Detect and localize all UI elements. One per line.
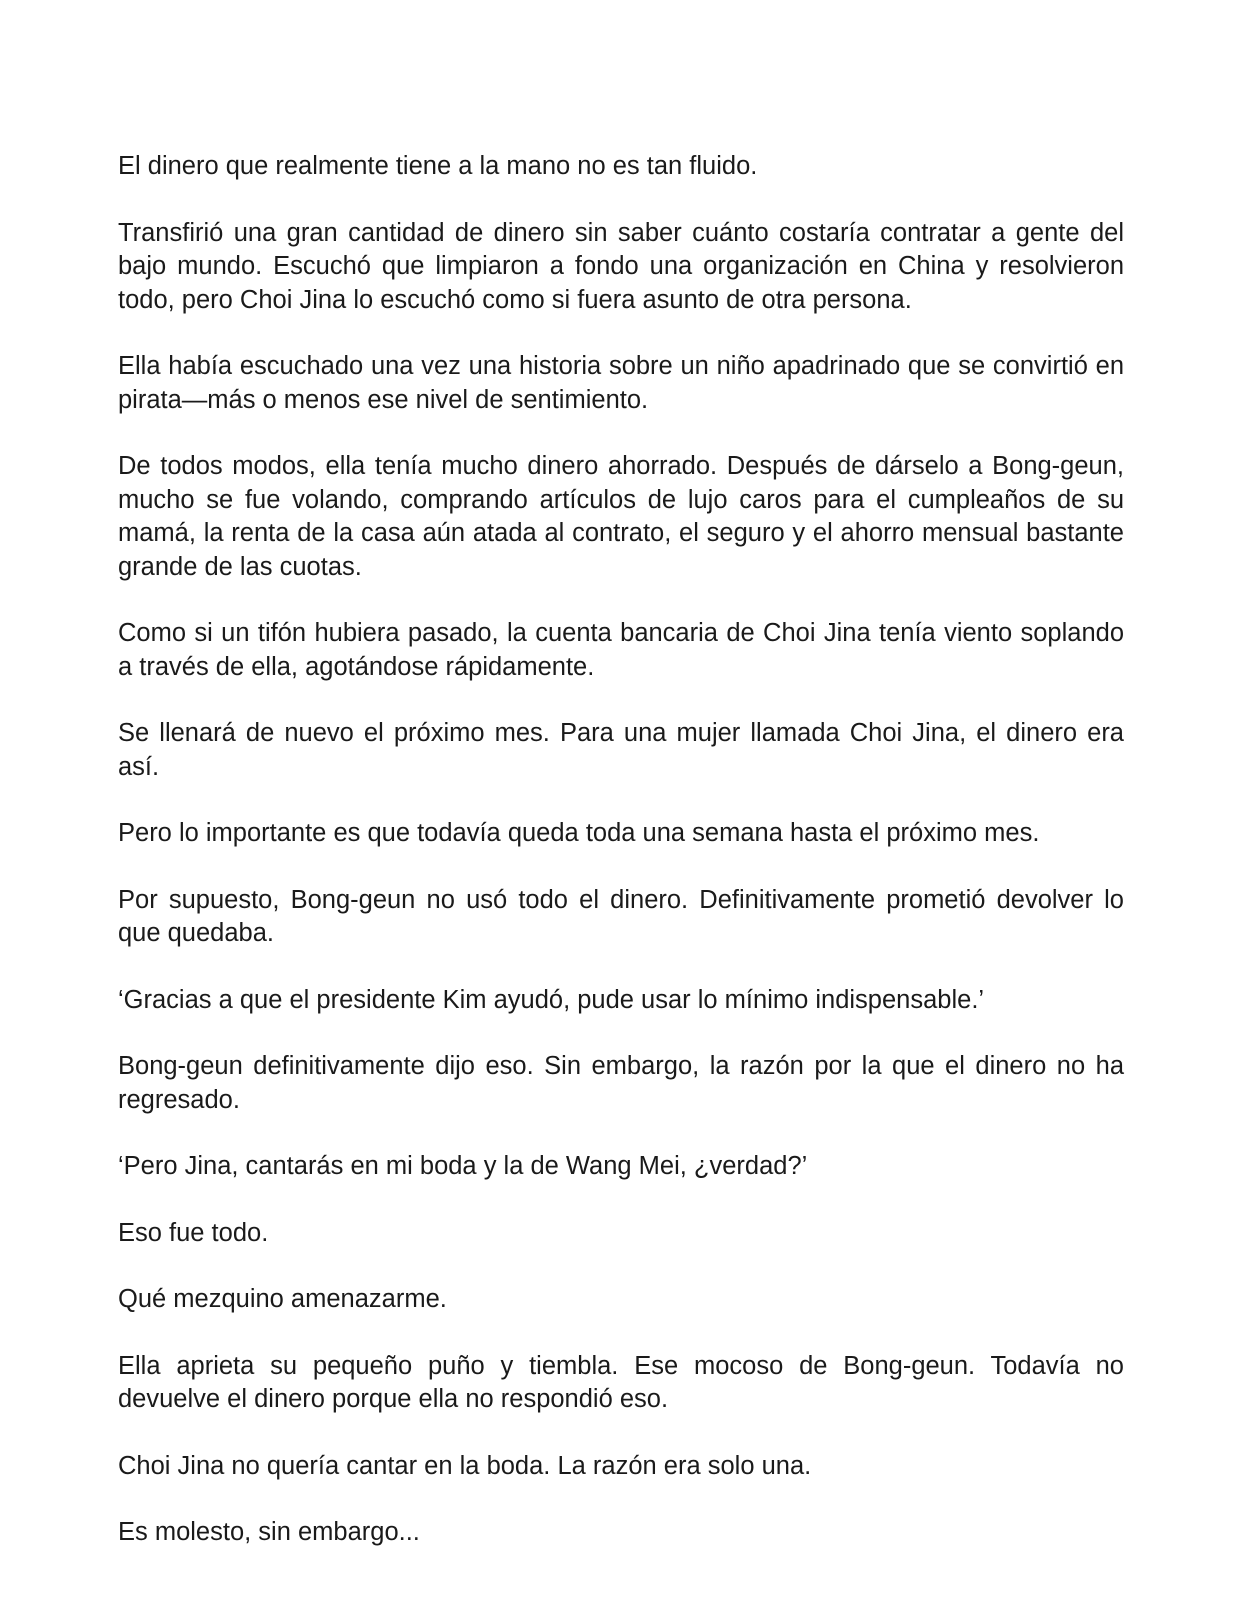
document-body [118, 150, 1124, 1583]
paragraph: ‘Pero Jina, cantarás en mi boda y la de Wang Mei, ¿verdad?’ [118, 1152, 808, 1180]
paragraph: Qué mezquino amenazarme. [118, 1285, 447, 1313]
paragraph: Transfirió una gran cantidad de dinero sin saber cuánto costaría contratar a gente del bajo mundo. Escuchó que limpiaron a fondo una organización en China y resolvieron todo, pero Choi Jina lo escuchó como si fuera asunto de otra persona. [118, 218, 1124, 314]
paragraph: Por supuesto, Bong-geun no usó todo el dinero. Definitivamente prometió devolver lo que quedaba. [118, 885, 1124, 947]
paragraph: De todos modos, ella tenía mucho dinero ahorrado. Después de dárselo a Bong-geun, mucho se fue volando, comprando artículos de lujo caros para el cumpleaños de su mamá, la renta de la casa aún atada al contrato, el seguro y el ahorro mensual bastante grande de las cuotas. [118, 452, 1124, 581]
paragraph: Se llenará de nuevo el próximo mes. Para una mujer llamada Choi Jina, el dinero era así. [118, 719, 1124, 781]
paragraph: Ella aprieta su pequeño puño y tiembla. Ese mocoso de Bong-geun. Todavía no devuelve el dinero porque ella no respondió eso. [118, 1351, 1124, 1413]
paragraph: El dinero que realmente tiene a la mano no es tan fluido. [118, 152, 758, 180]
paragraph: Es molesto, sin embargo... [118, 1518, 420, 1546]
paragraph: Pero lo importante es que todavía queda toda una semana hasta el próximo mes. [118, 819, 1040, 847]
paragraph: Choi Jina no quería cantar en la boda. La razón era solo una. [118, 1451, 812, 1480]
paragraph: Bong-geun definitivamente dijo eso. Sin embargo, la razón por la que el dinero no ha regresado. [118, 1052, 1124, 1114]
paragraph: Como si un tifón hubiera pasado, la cuenta bancaria de Choi Jina tenía viento soplando a través de ella, agotándose rápidamente. [118, 619, 1124, 681]
paragraph: Ella había escuchado una vez una historia sobre un niño apadrinado que se convirtió en pirata—más o menos ese nivel de sentimiento. [118, 352, 1124, 414]
paragraph: ‘Gracias a que el presidente Kim ayudó, pude usar lo mínimo indispensable.’ [118, 985, 985, 1014]
paragraph: Eso fue todo. [118, 1218, 269, 1247]
